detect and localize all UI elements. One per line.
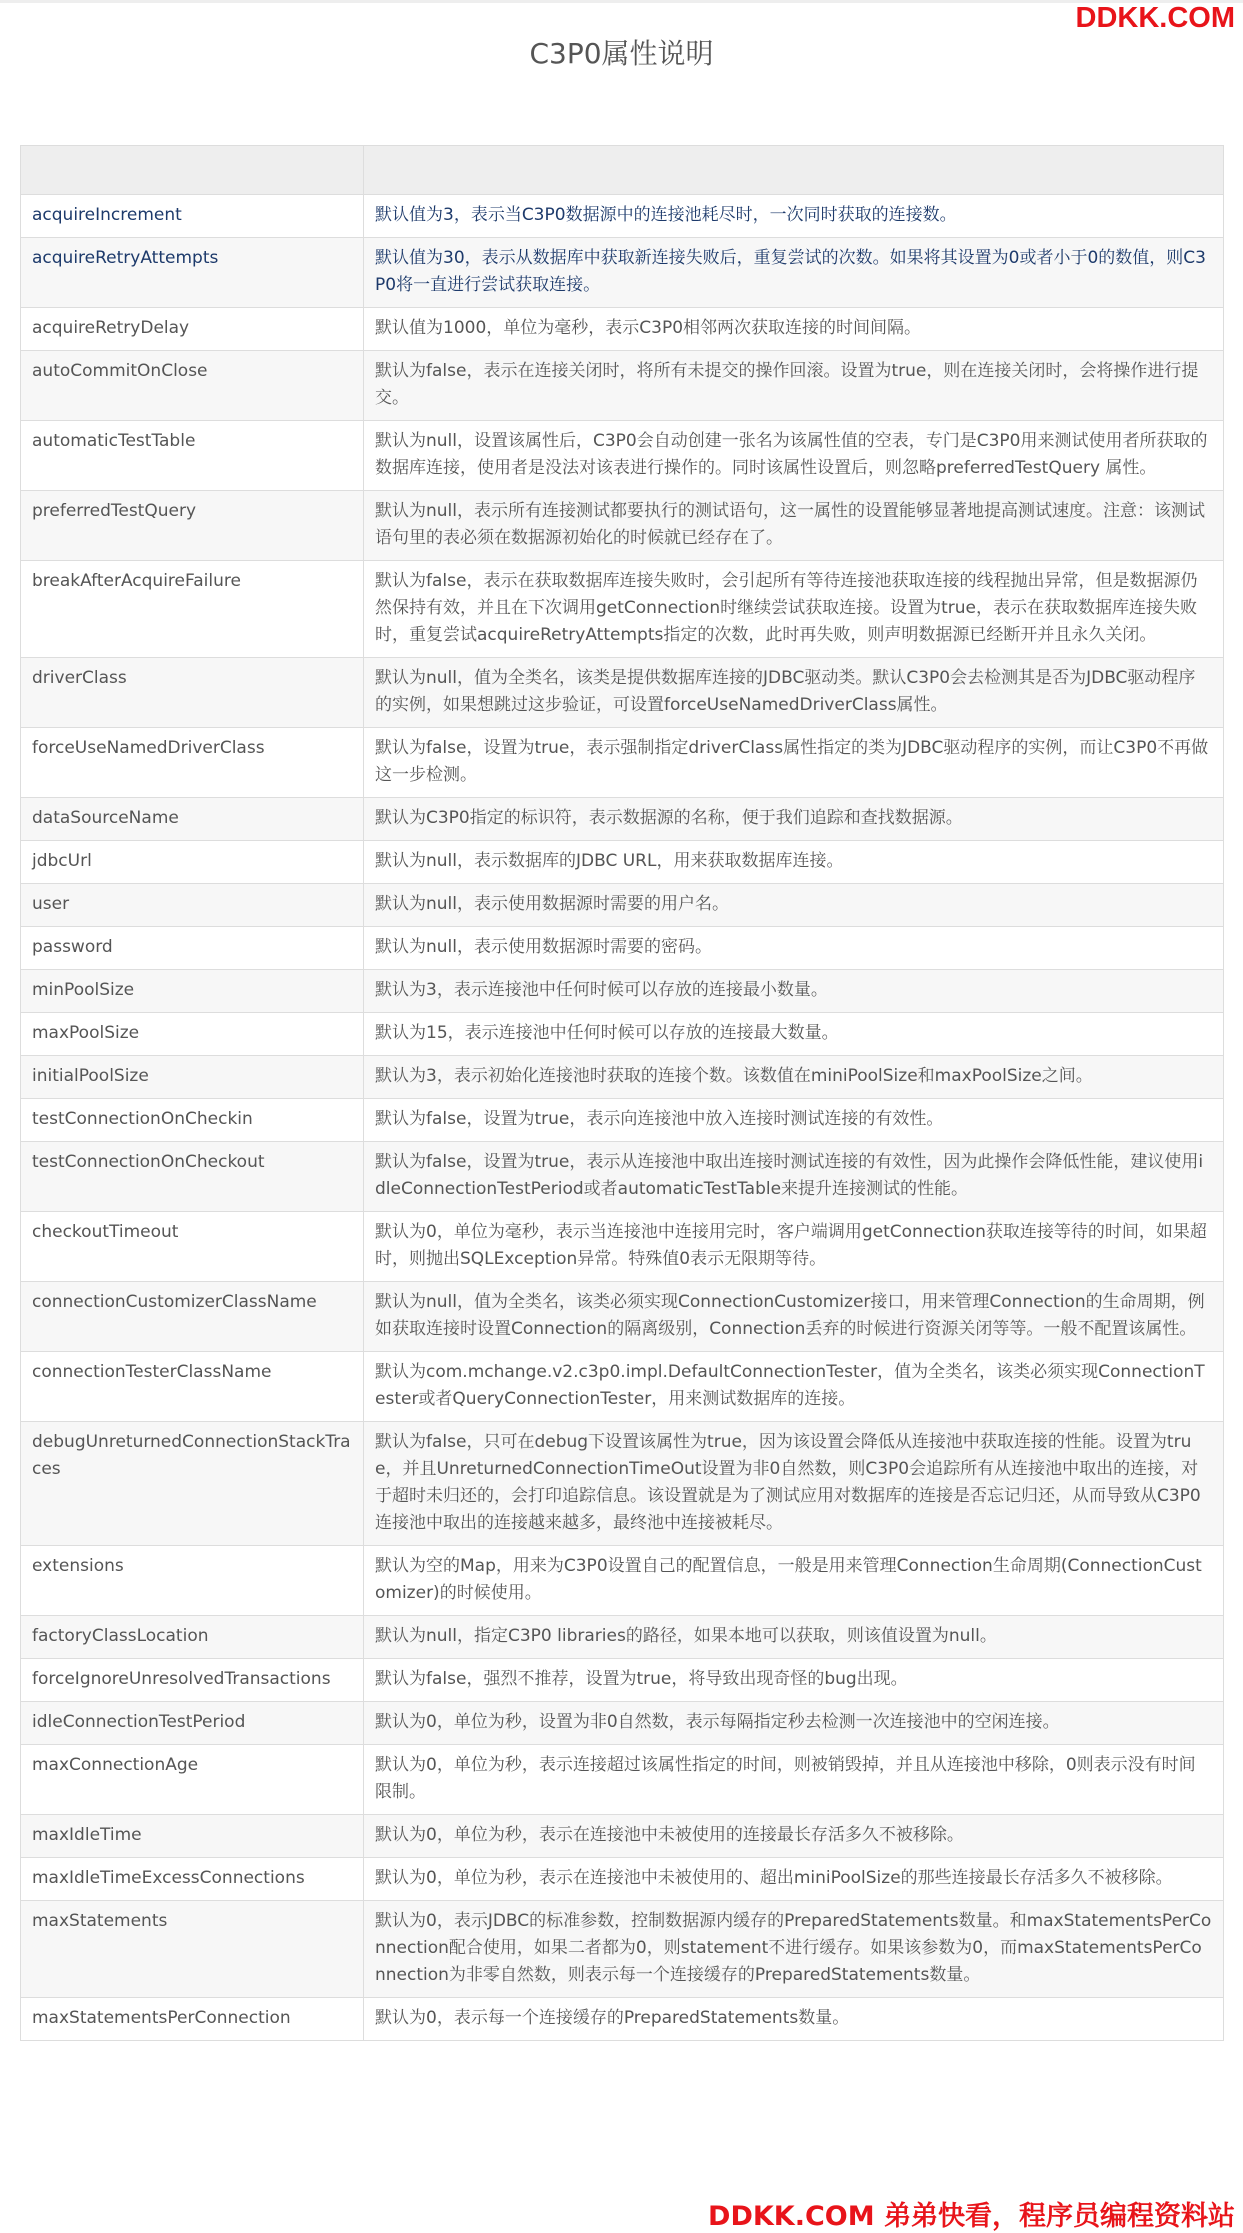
watermark-footer: DDKK.COM 弟弟快看，程序员编程资料站 — [708, 2201, 1235, 2232]
property-description-cell: 默认为3，表示初始化连接池时获取的连接个数。该数值在miniPoolSize和maxPoolSize之间。 — [364, 1056, 1224, 1099]
property-description-cell: 默认为false，强烈不推荐，设置为true，将导致出现奇怪的bug出现。 — [364, 1659, 1224, 1702]
property-name-cell: idleConnectionTestPeriod — [21, 1702, 364, 1745]
property-name-cell: extensions — [21, 1546, 364, 1616]
property-name-cell: maxStatements — [21, 1901, 364, 1998]
property-name-cell: autoCommitOnClose — [21, 351, 364, 421]
property-name-cell: user — [21, 884, 364, 927]
table-row — [21, 561, 1224, 658]
property-description-cell: 默认为false，只可在debug下设置该属性为true，因为该设置会降低从连接池中获取连接的性能。设置为true，并且UnreturnedConnectionTimeOut设置为非0自然数，则C3P0会追踪所有从连接池中取出的连接，对于超时未归还的，会打印追踪信息。该设置就是为了测试应用对数据库的连接是否忘记归还，从而导致从C3P0连接池中取出的连接越来越多，最终池中连接被耗尽。 — [364, 1422, 1224, 1546]
property-description-cell: 默认为false，表示在获取数据库连接失败时，会引起所有等待连接池获取连接的线程抛出异常，但是数据源仍然保持有效，并且在下次调用getConnection时继续尝试获取连接。设置为true，表示在获取数据库连接失败时，重复尝试acquireRetryAttempts指定的次数，此时再失败，则声明数据源已经断开并且永久关闭。 — [364, 561, 1224, 658]
table-row — [21, 238, 1224, 308]
property-description-cell: 默认为0，单位为毫秒，表示当连接池中连接用完时，客户端调用getConnection获取连接等待的时间，如果超时，则抛出SQLException异常。特殊值0表示无限期等待。 — [364, 1212, 1224, 1282]
table-row — [21, 1352, 1224, 1422]
table-body — [21, 195, 1224, 2041]
table-row — [21, 195, 1224, 238]
property-name-cell: maxConnectionAge — [21, 1745, 364, 1815]
property-description-cell: 默认为0，单位为秒，表示连接超过该属性指定的时间，则被销毁掉，并且从连接池中移除，0则表示没有时间限制。 — [364, 1745, 1224, 1815]
property-description-cell: 默认为空的Map，用来为C3P0设置自己的配置信息，一般是用来管理Connection生命周期(ConnectionCustomizer)的时候使用。 — [364, 1546, 1224, 1616]
property-name-cell: preferredTestQuery — [21, 491, 364, 561]
property-description-cell: 默认为15，表示连接池中任何时候可以存放的连接最大数量。 — [364, 1013, 1224, 1056]
table-row — [21, 1745, 1224, 1815]
property-name-cell: testConnectionOnCheckin — [21, 1099, 364, 1142]
table-row — [21, 1282, 1224, 1352]
property-description-cell: 默认为null，值为全类名，该类必须实现ConnectionCustomizer接口，用来管理Connection的生命周期，例如获取连接时设置Connection的隔离级别，Connection丢弃的时候进行资源关闭等等。一般不配置该属性。 — [364, 1282, 1224, 1352]
property-name-cell: automaticTestTable — [21, 421, 364, 491]
property-name-cell: password — [21, 927, 364, 970]
property-description-cell: 默认为null，表示使用数据源时需要的用户名。 — [364, 884, 1224, 927]
table-row — [21, 841, 1224, 884]
table-row — [21, 884, 1224, 927]
property-description-cell: 默认值为30，表示从数据库中获取新连接失败后，重复尝试的次数。如果将其设置为0或者小于0的数值，则C3P0将一直进行尝试获取连接。 — [364, 238, 1224, 308]
property-name-cell: driverClass — [21, 658, 364, 728]
property-description-cell: 默认为0，单位为秒，表示在连接池中未被使用的连接最长存活多久不被移除。 — [364, 1815, 1224, 1858]
property-description-cell: 默认为null，表示使用数据源时需要的密码。 — [364, 927, 1224, 970]
property-name-cell: checkoutTimeout — [21, 1212, 364, 1282]
property-description-cell: 默认为3，表示连接池中任何时候可以存放的连接最小数量。 — [364, 970, 1224, 1013]
table-row — [21, 491, 1224, 561]
top-divider — [0, 0, 1243, 3]
property-name-cell: maxIdleTimeExcessConnections — [21, 1858, 364, 1901]
property-description-cell: 默认为null，指定C3P0 libraries的路径，如果本地可以获取，则该值设置为null。 — [364, 1616, 1224, 1659]
header-cell-name — [21, 146, 364, 195]
property-description-cell: 默认为com.mchange.v2.c3p0.impl.DefaultConnectionTester，值为全类名，该类必须实现ConnectionTester或者QueryConnectionTester，用来测试数据库的连接。 — [364, 1352, 1224, 1422]
table-row — [21, 798, 1224, 841]
property-name-cell: acquireIncrement — [21, 195, 364, 238]
attribute-table — [20, 145, 1224, 2041]
property-name-cell: connectionCustomizerClassName — [21, 1282, 364, 1352]
header-cell-desc — [364, 146, 1224, 195]
table-row — [21, 927, 1224, 970]
property-name-cell: forceUseNamedDriverClass — [21, 728, 364, 798]
property-name-cell: connectionTesterClassName — [21, 1352, 364, 1422]
table-row — [21, 1659, 1224, 1702]
property-description-cell: 默认为null，值为全类名，该类是提供数据库连接的JDBC驱动类。默认C3P0会去检测其是否为JDBC驱动程序的实例，如果想跳过这步验证，可设置forceUseNamedDriverClass属性。 — [364, 658, 1224, 728]
property-description-cell: 默认为false，设置为true，表示从连接池中取出连接时测试连接的有效性，因为此操作会降低性能，建议使用idleConnectionTestPeriod或者automaticTestTable来提升连接测试的性能。 — [364, 1142, 1224, 1212]
table-row — [21, 1815, 1224, 1858]
property-name-cell: acquireRetryAttempts — [21, 238, 364, 308]
table-row — [21, 308, 1224, 351]
table-header — [21, 146, 1224, 195]
property-description-cell: 默认值为1000，单位为毫秒，表示C3P0相邻两次获取连接的时间间隔。 — [364, 308, 1224, 351]
property-name-cell: maxPoolSize — [21, 1013, 364, 1056]
table-row — [21, 1142, 1224, 1212]
property-name-cell: dataSourceName — [21, 798, 364, 841]
property-description-cell: 默认为0，表示每一个连接缓存的PreparedStatements数量。 — [364, 1998, 1224, 2041]
table-row — [21, 1616, 1224, 1659]
property-name-cell: minPoolSize — [21, 970, 364, 1013]
property-name-cell: maxIdleTime — [21, 1815, 364, 1858]
property-name-cell: testConnectionOnCheckout — [21, 1142, 364, 1212]
property-name-cell: forceIgnoreUnresolvedTransactions — [21, 1659, 364, 1702]
property-name-cell: acquireRetryDelay — [21, 308, 364, 351]
property-name-cell: initialPoolSize — [21, 1056, 364, 1099]
table-header-row — [21, 146, 1224, 195]
table-row — [21, 970, 1224, 1013]
table-row — [21, 1546, 1224, 1616]
table-row — [21, 421, 1224, 491]
watermark-logo-top: DDKK.COM — [1075, 2, 1235, 34]
table-row — [21, 1702, 1224, 1745]
property-name-cell: jdbcUrl — [21, 841, 364, 884]
table-row — [21, 351, 1224, 421]
property-description-cell: 默认为C3P0指定的标识符，表示数据源的名称，便于我们追踪和查找数据源。 — [364, 798, 1224, 841]
table-row — [21, 728, 1224, 798]
property-description-cell: 默认为null，表示所有连接测试都要执行的测试语句，这一属性的设置能够显著地提高测试速度。注意：该测试语句里的表必须在数据源初始化的时候就已经存在了。 — [364, 491, 1224, 561]
table-row — [21, 658, 1224, 728]
page-title: C3P0属性说明 — [529, 37, 714, 70]
table-row — [21, 1422, 1224, 1546]
property-description-cell: 默认为null，设置该属性后，C3P0会自动创建一张名为该属性值的空表，专门是C3P0用来测试使用者所获取的数据库连接，使用者是没法对该表进行操作的。同时该属性设置后，则忽略preferredTestQuery 属性。 — [364, 421, 1224, 491]
table-row — [21, 1901, 1224, 1998]
table-row — [21, 1056, 1224, 1099]
table-row — [21, 1212, 1224, 1282]
property-name-cell: maxStatementsPerConnection — [21, 1998, 364, 2041]
property-description-cell: 默认为null，表示数据库的JDBC URL，用来获取数据库连接。 — [364, 841, 1224, 884]
property-name-cell: factoryClassLocation — [21, 1616, 364, 1659]
property-description-cell: 默认为0，单位为秒，表示在连接池中未被使用的、超出miniPoolSize的那些连接最长存活多久不被移除。 — [364, 1858, 1224, 1901]
property-description-cell: 默认为0，表示JDBC的标准参数，控制数据源内缓存的PreparedStatements数量。和maxStatementsPerConnection配合使用，如果二者都为0，则statement不进行缓存。如果该参数为0，而maxStatementsPerConnection为非零自然数，则表示每一个连接缓存的PreparedStatements数量。 — [364, 1901, 1224, 1998]
property-name-cell: breakAfterAcquireFailure — [21, 561, 364, 658]
property-description-cell: 默认为false，表示在连接关闭时，将所有未提交的操作回滚。设置为true，则在连接关闭时，会将操作进行提交。 — [364, 351, 1224, 421]
table-row — [21, 1858, 1224, 1901]
property-description-cell: 默认为false，设置为true，表示向连接池中放入连接时测试连接的有效性。 — [364, 1099, 1224, 1142]
property-description-cell: 默认为false，设置为true，表示强制指定driverClass属性指定的类为JDBC驱动程序的实例，而让C3P0不再做这一步检测。 — [364, 728, 1224, 798]
table-row — [21, 1998, 1224, 2041]
table-row — [21, 1099, 1224, 1142]
table-row — [21, 1013, 1224, 1056]
property-name-cell: debugUnreturnedConnectionStackTraces — [21, 1422, 364, 1546]
property-description-cell: 默认值为3，表示当C3P0数据源中的连接池耗尽时，一次同时获取的连接数。 — [364, 195, 1224, 238]
property-description-cell: 默认为0，单位为秒，设置为非0自然数，表示每隔指定秒去检测一次连接池中的空闲连接。 — [364, 1702, 1224, 1745]
